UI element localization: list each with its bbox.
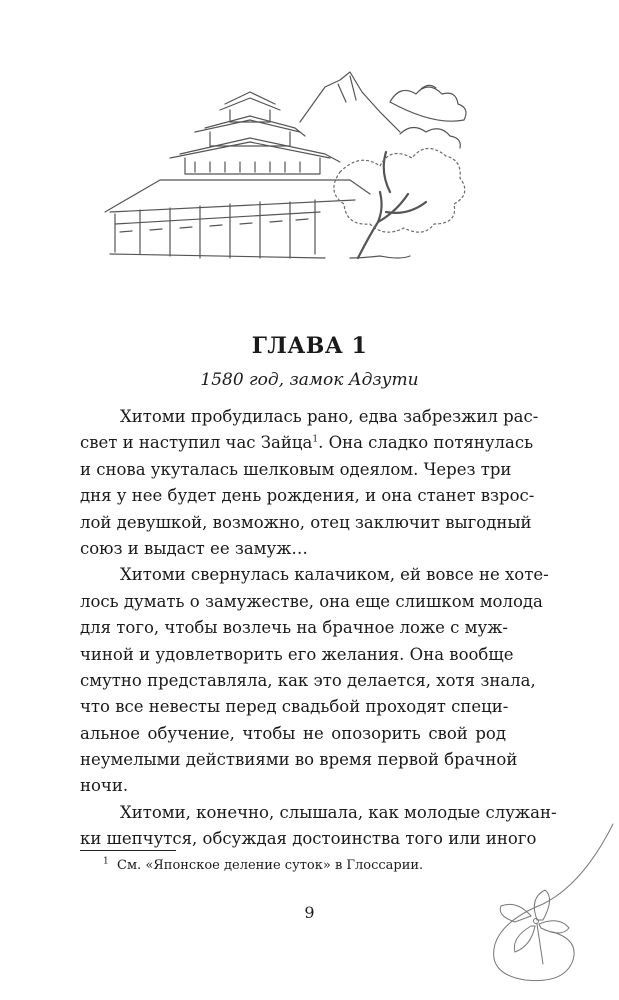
body-line: Хитоми свернулась калачиком, ей вовсе не хоте- [120, 565, 549, 585]
dragonfly-icon [479, 820, 619, 1000]
body-line: чиной и удовлетворить его желания. Она вообще [80, 644, 514, 664]
body-text [80, 404, 557, 853]
body-line: и снова укуталась шелковым одеялом. Через три [80, 459, 512, 479]
chapter-subtitle: 1580 год, замок Адзути [200, 370, 419, 390]
body-line: дня у нее будет день рождения, и она станет взрос- [80, 486, 535, 506]
body-line: смутно представляла, как это делается, хотя знала, [80, 670, 536, 690]
body-line: союз и выдаст ее замуж… [80, 538, 308, 558]
footnote-text: См. «Японское деление суток» в Глоссарии. [117, 858, 424, 873]
footnote-divider [80, 850, 176, 851]
body-line: ночи. [80, 776, 129, 796]
body-line: что все невесты перед свадьбой проходят специ- [80, 697, 509, 717]
footnote-marker: 1 [103, 856, 109, 867]
body-line: Хитоми, конечно, слышала, как молодые служан- [120, 802, 557, 822]
chapter-title: ГЛАВА 1 [251, 332, 368, 359]
footnote-ref: 1 [312, 434, 319, 445]
body-line: свет и наступил час Зайца$^1$. Она сладко потянулась [80, 433, 534, 453]
body-line: альное обучение, чтобы не опозорить свой род [80, 723, 506, 743]
body-line: лось думать о замужестве, она еще слишком молода [80, 591, 543, 611]
page-number: 9 [304, 903, 315, 922]
body-line: лой девушкой, возможно, отец заключит выгодный [80, 512, 532, 532]
footnote [103, 858, 423, 873]
body-line: ки шепчутся, обсуждая достоинства того или иного [80, 829, 537, 849]
castle-illustration-icon [100, 62, 480, 262]
body-line: для того, чтобы возлечь на брачное ложе с муж- [80, 618, 508, 638]
body-line: неумелыми действиями во время первой брачной [80, 750, 518, 770]
body-line: Хитоми пробудилась рано, едва забрезжил рас- [120, 407, 539, 426]
